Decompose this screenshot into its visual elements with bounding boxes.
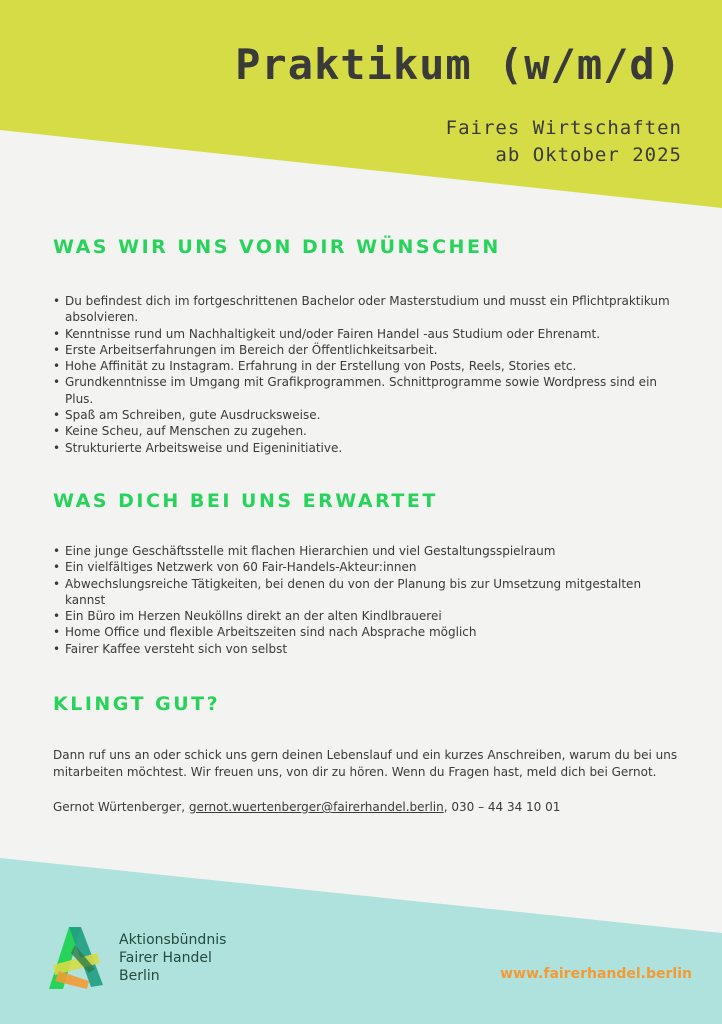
list-item: • Du befindest dich im fortgeschrittenen Bachelor oder Masterstudium und musst ein Pflichtpraktikum absolvieren. (53, 293, 685, 326)
list-item: • Strukturierte Arbeitsweise und Eigeninitiative. (53, 440, 685, 456)
letter-a-logo-icon (45, 925, 105, 991)
page-title: Praktikum (w/m/d) (235, 40, 682, 89)
list-item: • Home Office und flexible Arbeitszeiten sind nach Absprache möglich (53, 624, 685, 640)
offer-list (53, 543, 685, 657)
logo-text-line-1: Aktionsbündnis (119, 932, 227, 948)
contact-phone: , 030 – 44 34 10 01 (443, 800, 561, 815)
section-heading-offer: WAS DICH BEI UNS ERWARTET (53, 489, 438, 512)
section-heading-requirements: WAS WIR UNS VON DIR WÜNSCHEN (53, 236, 501, 258)
contact-email-link[interactable]: gernot.wuertenberger@fairerhandel.berlin (188, 800, 444, 815)
logo-text-line-3: Berlin (119, 968, 160, 984)
section-contact (53, 693, 685, 814)
section-heading-contact: KLINGT GUT? (53, 693, 221, 716)
page-subtitle (235, 115, 682, 169)
contact-name: Gernot Würtenberger, (53, 800, 189, 815)
requirements-list (53, 293, 685, 456)
main-content (53, 236, 685, 814)
organization-logo (45, 925, 226, 991)
list-item: • Spaß am Schreiben, gute Ausdrucksweise. (53, 407, 685, 423)
section-requirements (53, 236, 685, 456)
list-item: • Kenntnisse rund um Nachhaltigkeit und/oder Fairen Handel -aus Studium oder Ehrenamt. (53, 326, 685, 342)
subtitle-line-1: Faires Wirtschaften (445, 117, 682, 139)
header (235, 40, 682, 169)
list-item: • Ein vielfältiges Netzwerk von 60 Fair-Handels-Akteur:innen (53, 559, 685, 575)
list-item: • Keine Scheu, auf Menschen zu zugehen. (53, 423, 685, 439)
section-offer (53, 490, 685, 657)
logo-text-line-2: Fairer Handel (119, 950, 212, 966)
logo-text (119, 931, 226, 985)
list-item: • Grundkenntnisse im Umgang mit Grafikprogrammen. Schnittprogramme sowie Wordpress sind ein Plus. (53, 374, 685, 407)
contact-line (53, 800, 685, 814)
list-item: • Hohe Affinität zu Instagram. Erfahrung in der Erstellung von Posts, Reels, Stories etc. (53, 358, 685, 374)
website-link[interactable]: www.fairerhandel.berlin (500, 966, 692, 982)
subtitle-line-2: ab Oktober 2025 (495, 144, 682, 166)
contact-paragraph: Dann ruf uns an oder schick uns gern deinen Lebenslauf und ein kurzes Anschreiben, warum du bei uns mitarbeiten möchtest. Wir freuen uns, von dir zu hören. Wenn du Fragen hast, meld dich bei Gernot. (53, 748, 678, 780)
list-item: • Eine junge Geschäftsstelle mit flachen Hierarchien und viel Gestaltungsspielraum (53, 543, 685, 559)
list-item: • Erste Arbeitserfahrungen im Bereich der Öffentlichkeitsarbeit. (53, 342, 685, 358)
list-item: • Fairer Kaffee versteht sich von selbst (53, 641, 685, 657)
list-item: • Ein Büro im Herzen Neuköllns direkt an der alten Kindlbrauerei (53, 608, 685, 624)
list-item: • Abwechslungsreiche Tätigkeiten, bei denen du von der Planung bis zur Umsetzung mitgestalten kannst (53, 576, 685, 609)
